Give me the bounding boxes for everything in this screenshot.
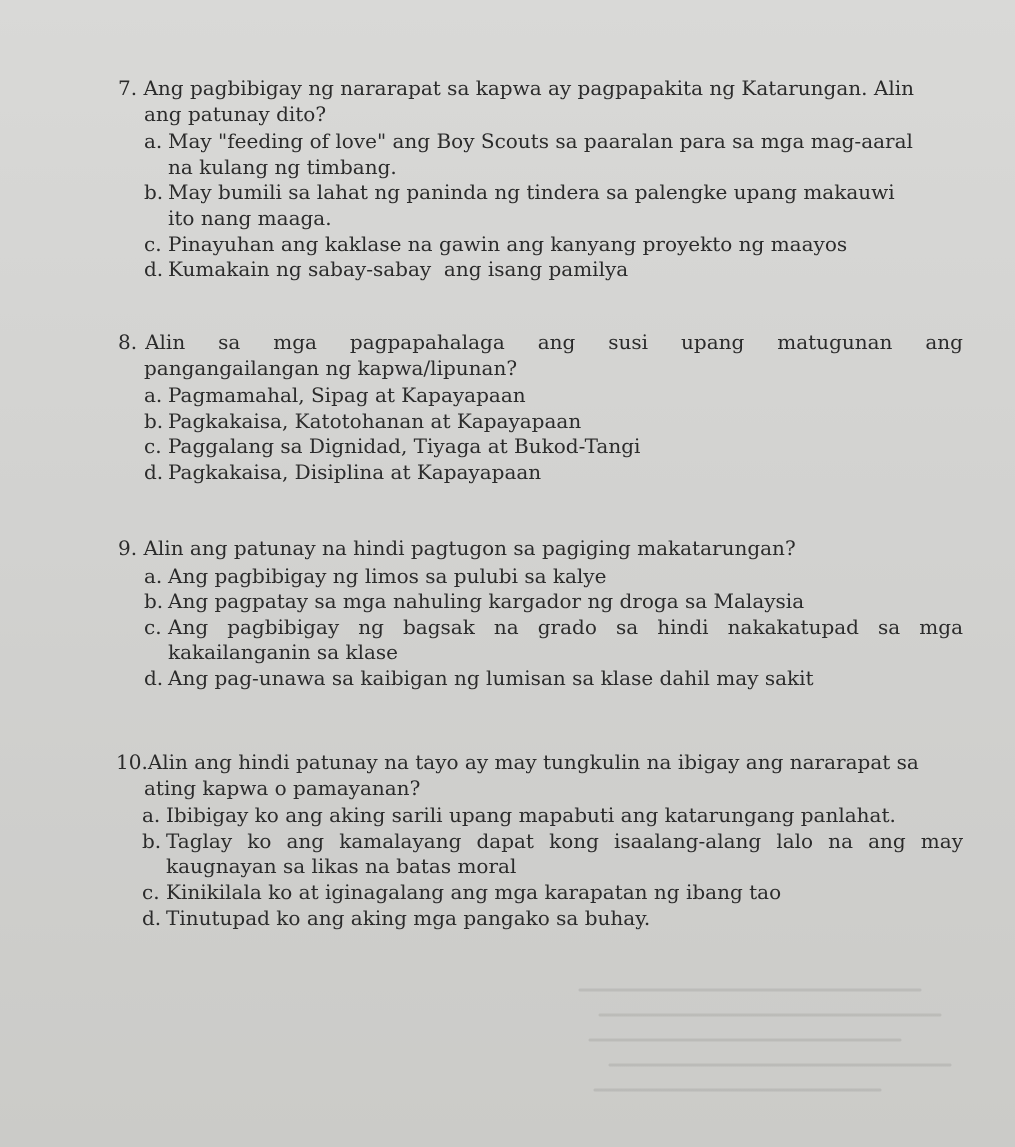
option-text: Taglay ko ang kamalayang dapat kong isaalang-alang lalo na ang may xyxy=(166,828,963,853)
option-letter: b. xyxy=(142,828,162,853)
question-number: 7. xyxy=(118,76,138,100)
option-text: Ang pag-unawa sa kaibigan ng lumisan sa klase dahil may sakit xyxy=(168,665,814,690)
options-list xyxy=(118,129,963,283)
option-letter: a. xyxy=(144,383,163,408)
option-letter: a. xyxy=(144,563,163,588)
option-text: Kinikilala ko at iginagalang ang mga karapatan ng ibang tao xyxy=(166,879,782,904)
question-9 xyxy=(118,536,963,692)
option-text-continuation: kaugnayan sa likas na batas moral xyxy=(166,854,517,879)
question-stem xyxy=(118,330,963,356)
stem-text: Alin ang patunay na hindi pagtugon sa pagiging makatarungan? xyxy=(143,536,796,560)
option-letter: a. xyxy=(142,803,161,828)
option-letter: c. xyxy=(144,231,162,256)
option-c xyxy=(118,232,963,258)
bleed-through-texture xyxy=(560,980,960,1120)
option-letter: c. xyxy=(144,614,162,639)
option-c xyxy=(118,434,963,460)
stem-text: Alin sa mga pagpapahalaga ang susi upang matugunan ang xyxy=(145,330,963,354)
stem-continuation: ang patunay dito? xyxy=(144,101,327,126)
option-text-continuation: ito nang maaga. xyxy=(168,205,332,230)
option-b xyxy=(118,409,963,435)
option-text: May bumili sa lahat ng paninda ng tindera sa palengke upang makauwi xyxy=(168,180,895,205)
option-first-line xyxy=(144,615,963,641)
option-b xyxy=(118,180,963,231)
question-number: 8. xyxy=(118,330,138,354)
option-text: Paggalang sa Dignidad, Tiyaga at Bukod-Tangi xyxy=(168,434,641,459)
options-list xyxy=(118,383,963,485)
question-7 xyxy=(118,76,963,283)
option-letter: c. xyxy=(142,879,160,904)
option-a xyxy=(116,803,963,829)
option-b xyxy=(118,589,963,615)
option-letter: a. xyxy=(144,129,163,154)
option-text: Ang pagbibigay ng bagsak na grado sa hindi nakakatupad sa mga xyxy=(168,614,963,639)
question-number: 10. xyxy=(116,750,148,774)
question-8 xyxy=(118,330,963,486)
option-letter: d. xyxy=(144,257,164,282)
option-letter: c. xyxy=(144,434,162,459)
option-text: Pagkakaisa, Katotohanan at Kapayapaan xyxy=(168,408,582,433)
option-first-line xyxy=(142,829,963,855)
stem-text: Alin ang hindi patunay na tayo ay may tungkulin na ibigay ang nararapat sa xyxy=(147,750,919,774)
option-c xyxy=(116,880,963,906)
option-text: May "feeding of love" ang Boy Scouts sa paaralan para sa mga mag-aaral xyxy=(168,129,913,154)
question-10 xyxy=(116,750,963,931)
option-text: Ang pagbibigay ng limos sa pulubi sa kalye xyxy=(168,563,607,588)
option-b xyxy=(116,829,963,880)
option-letter: b. xyxy=(144,589,164,614)
option-text: Pagmamahal, Sipag at Kapayapaan xyxy=(168,383,526,408)
question-stem xyxy=(116,750,963,776)
stem-continuation: pangangailangan ng kapwa/lipunan? xyxy=(144,355,518,380)
option-text: Pagkakaisa, Disiplina at Kapayapaan xyxy=(168,459,542,484)
option-letter: b. xyxy=(144,180,164,205)
option-d xyxy=(118,460,963,486)
option-a xyxy=(118,129,963,180)
question-stem xyxy=(118,76,963,102)
option-text: Ang pagpatay sa mga nahuling kargador ng droga sa Malaysia xyxy=(168,589,805,614)
option-text: Ibibigay ko ang aking sarili upang mapabuti ang katarungang panlahat. xyxy=(166,803,896,828)
option-a xyxy=(118,564,963,590)
option-text: Pinayuhan ang kaklase na gawin ang kanyang proyekto ng maayos xyxy=(168,231,848,256)
option-text: Kumakain ng sabay-sabay ang isang pamilya xyxy=(168,257,629,282)
question-number: 9. xyxy=(118,536,138,560)
stem-continuation: ating kapwa o pamayanan? xyxy=(144,775,421,800)
option-letter: d. xyxy=(144,459,164,484)
option-d xyxy=(118,666,963,692)
stem-text: Ang pagbibigay ng nararapat sa kapwa ay pagpapakita ng Katarungan. Alin xyxy=(143,76,914,100)
option-text-continuation: na kulang ng timbang. xyxy=(168,154,397,179)
option-letter: d. xyxy=(144,665,164,690)
option-d xyxy=(118,257,963,283)
options-list xyxy=(116,803,963,931)
option-text-continuation: kakailanganin sa klase xyxy=(168,640,399,665)
question-stem xyxy=(118,536,963,562)
options-list xyxy=(118,564,963,692)
option-c xyxy=(118,615,963,666)
option-text: Tinutupad ko ang aking mga pangako sa buhay. xyxy=(166,905,651,930)
option-d xyxy=(116,906,963,932)
option-letter: b. xyxy=(144,408,164,433)
option-a xyxy=(118,383,963,409)
option-letter: d. xyxy=(142,905,162,930)
